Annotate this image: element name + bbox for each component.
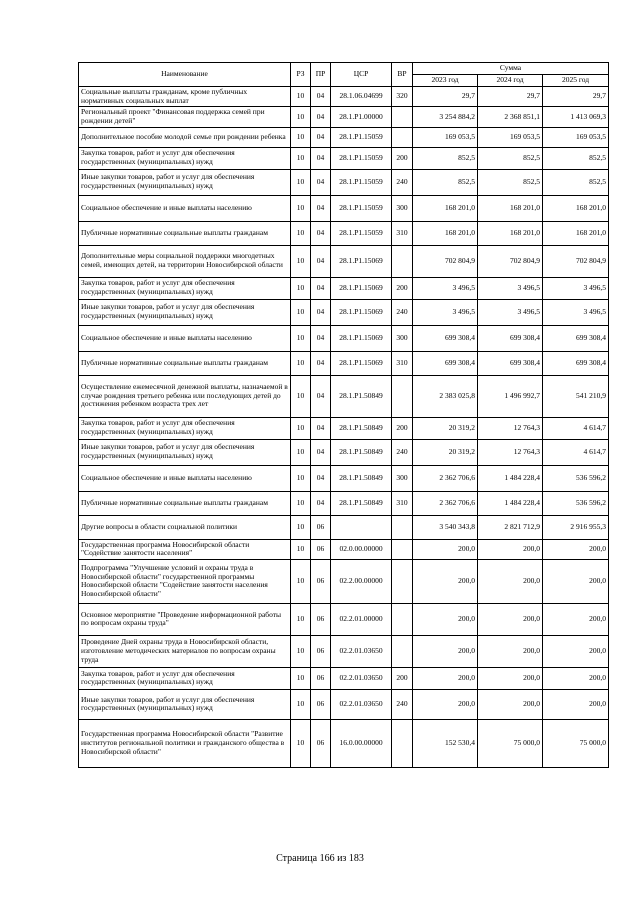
cell-name: Социальное обеспечение и иные выплаты населению [79,325,291,351]
cell-vr [392,559,413,603]
cell-pr: 06 [311,635,331,667]
table-row [79,147,609,169]
cell-csr: 28.1.P1.50849 [331,491,392,515]
cell-vr [392,245,413,277]
cell-2025: 2 916 955,3 [543,515,609,539]
table-row [79,221,609,245]
cell-pr: 04 [311,245,331,277]
cell-rz: 10 [291,491,311,515]
page-number: Страница 166 из 183 [276,853,364,864]
cell-2024: 1 484 228,4 [478,465,543,491]
table-row [79,719,609,767]
cell-name: Закупка товаров, работ и услуг для обеспечения государственных (муниципальных) нужд [79,417,291,439]
cell-2025: 200,0 [543,635,609,667]
cell-2023: 699 308,4 [413,325,478,351]
table-row [79,325,609,351]
header-sum: Сумма [413,63,609,75]
cell-vr [392,719,413,767]
table-row [79,667,609,689]
cell-2025: 852,5 [543,147,609,169]
cell-name: Государственная программа Новосибирской области "Содействие занятости населения" [79,539,291,559]
cell-2023: 168 201,0 [413,221,478,245]
cell-2023: 200,0 [413,667,478,689]
cell-2023: 20 319,2 [413,439,478,465]
cell-2023: 699 308,4 [413,351,478,375]
cell-csr: 02.0.00.00000 [331,539,392,559]
cell-vr: 310 [392,221,413,245]
cell-vr: 240 [392,299,413,325]
cell-2023: 20 319,2 [413,417,478,439]
cell-rz: 10 [291,127,311,147]
cell-rz: 10 [291,245,311,277]
cell-pr: 04 [311,325,331,351]
table-row [79,635,609,667]
cell-csr: 28.1.P1.15069 [331,299,392,325]
cell-rz: 10 [291,277,311,299]
cell-csr [331,515,392,539]
cell-2024: 75 000,0 [478,719,543,767]
table-row [79,299,609,325]
cell-2025: 168 201,0 [543,195,609,221]
cell-2025: 852,5 [543,169,609,195]
header-name: Наименование [79,63,291,87]
table-row [79,169,609,195]
table-row [79,417,609,439]
cell-2023: 702 804,9 [413,245,478,277]
cell-vr: 200 [392,277,413,299]
cell-2024: 1 496 992,7 [478,375,543,417]
cell-2024: 168 201,0 [478,221,543,245]
cell-rz: 10 [291,221,311,245]
cell-2025: 200,0 [543,667,609,689]
cell-csr: 02.2.01.03650 [331,667,392,689]
cell-pr: 06 [311,667,331,689]
cell-2024: 200,0 [478,635,543,667]
cell-name: Публичные нормативные социальные выплаты гражданам [79,491,291,515]
cell-vr [392,539,413,559]
cell-csr: 02.2.01.00000 [331,603,392,635]
cell-csr: 02.2.00.00000 [331,559,392,603]
cell-pr: 04 [311,147,331,169]
cell-2024: 200,0 [478,667,543,689]
cell-csr: 28.1.P1.15069 [331,277,392,299]
cell-2024: 699 308,4 [478,325,543,351]
cell-name: Дополнительное пособие молодой семье при рождении ребенка [79,127,291,147]
cell-pr: 04 [311,417,331,439]
cell-vr: 320 [392,87,413,107]
cell-vr: 300 [392,465,413,491]
cell-rz: 10 [291,417,311,439]
cell-csr: 28.1.06.04699 [331,87,392,107]
cell-2025: 3 496,5 [543,277,609,299]
cell-csr: 28.1.P1.15059 [331,195,392,221]
cell-pr: 06 [311,559,331,603]
table-row [79,107,609,127]
cell-pr: 04 [311,299,331,325]
cell-2025: 536 596,2 [543,491,609,515]
cell-2024: 12 764,3 [478,417,543,439]
table-row [79,127,609,147]
cell-vr: 200 [392,417,413,439]
table-row [79,491,609,515]
cell-csr: 28.1.P1.15059 [331,169,392,195]
cell-2024: 200,0 [478,539,543,559]
cell-pr: 04 [311,491,331,515]
cell-2025: 168 201,0 [543,221,609,245]
cell-2024: 2 368 851,1 [478,107,543,127]
table-row [79,87,609,107]
cell-pr: 04 [311,169,331,195]
cell-csr: 02.2.01.03650 [331,689,392,719]
cell-vr: 200 [392,147,413,169]
cell-2025: 169 053,5 [543,127,609,147]
cell-pr: 04 [311,375,331,417]
cell-pr: 04 [311,107,331,127]
cell-name: Публичные нормативные социальные выплаты гражданам [79,351,291,375]
cell-2023: 152 530,4 [413,719,478,767]
cell-rz: 10 [291,439,311,465]
cell-2025: 3 496,5 [543,299,609,325]
cell-vr [392,107,413,127]
table-row [79,245,609,277]
cell-name: Закупка товаров, работ и услуг для обеспечения государственных (муниципальных) нужд [79,147,291,169]
cell-name: Иные закупки товаров, работ и услуг для обеспечения государственных (муниципальных) нужд [79,299,291,325]
header-vr: ВР [392,63,413,87]
cell-csr: 28.1.P1.50849 [331,465,392,491]
cell-2023: 2 383 025,8 [413,375,478,417]
cell-2023: 2 362 706,6 [413,465,478,491]
cell-pr: 06 [311,539,331,559]
cell-rz: 10 [291,539,311,559]
cell-2024: 3 496,5 [478,299,543,325]
cell-rz: 10 [291,719,311,767]
cell-rz: 10 [291,635,311,667]
header-csr: ЦСР [331,63,392,87]
cell-2023: 3 496,5 [413,277,478,299]
cell-vr: 240 [392,169,413,195]
cell-csr: 28.1.P1.15059 [331,147,392,169]
cell-vr [392,515,413,539]
cell-name: Другие вопросы в области социальной политики [79,515,291,539]
cell-pr: 04 [311,351,331,375]
table-row [79,375,609,417]
cell-2023: 3 496,5 [413,299,478,325]
header-rz: РЗ [291,63,311,87]
cell-rz: 10 [291,515,311,539]
cell-vr [392,635,413,667]
cell-rz: 10 [291,375,311,417]
cell-name: Социальные выплаты гражданам, кроме публичных нормативных социальных выплат [79,87,291,107]
cell-pr: 04 [311,277,331,299]
cell-name: Региональный проект "Финансовая поддержка семей при рождении детей" [79,107,291,127]
cell-2023: 200,0 [413,689,478,719]
cell-pr: 06 [311,603,331,635]
cell-2025: 29,7 [543,87,609,107]
cell-2024: 29,7 [478,87,543,107]
cell-2023: 3 540 343,8 [413,515,478,539]
table-row [79,439,609,465]
table-row [79,515,609,539]
cell-vr: 300 [392,195,413,221]
cell-2024: 169 053,5 [478,127,543,147]
cell-2023: 200,0 [413,539,478,559]
cell-name: Социальное обеспечение и иные выплаты населению [79,195,291,221]
table-row [79,277,609,299]
cell-2024: 12 764,3 [478,439,543,465]
table-row [79,195,609,221]
table-body [79,87,609,768]
cell-csr: 28.1.P1.50849 [331,417,392,439]
cell-name: Иные закупки товаров, работ и услуг для обеспечения государственных (муниципальных) нужд [79,169,291,195]
cell-2025: 541 210,9 [543,375,609,417]
cell-rz: 10 [291,603,311,635]
cell-name: Иные закупки товаров, работ и услуг для обеспечения государственных (муниципальных) нужд [79,439,291,465]
cell-rz: 10 [291,325,311,351]
cell-name: Основное мероприятие "Проведение информационной работы по вопросам охраны труда" [79,603,291,635]
cell-2024: 2 821 712,9 [478,515,543,539]
cell-vr: 310 [392,351,413,375]
table-row [79,689,609,719]
cell-2024: 200,0 [478,559,543,603]
cell-2023: 852,5 [413,169,478,195]
table-row [79,539,609,559]
cell-2025: 200,0 [543,539,609,559]
cell-vr [392,127,413,147]
cell-pr: 06 [311,689,331,719]
cell-2023: 200,0 [413,603,478,635]
cell-2024: 200,0 [478,689,543,719]
cell-rz: 10 [291,147,311,169]
cell-name: Государственная программа Новосибирской области "Развитие институтов региональной политики и гражданского общества в Новосибирской области" [79,719,291,767]
cell-csr: 16.0.00.00000 [331,719,392,767]
cell-2023: 200,0 [413,559,478,603]
cell-2023: 3 254 884,2 [413,107,478,127]
cell-2025: 1 413 069,3 [543,107,609,127]
cell-pr: 04 [311,439,331,465]
cell-2023: 29,7 [413,87,478,107]
cell-name: Подпрограмма "Улучшение условий и охраны труда в Новосибирской области" государственной программы Новосибирской области "Содействие занятости населения Новосибирской области" [79,559,291,603]
cell-name: Закупка товаров, работ и услуг для обеспечения государственных (муниципальных) нужд [79,667,291,689]
header-year-2023: 2023 год [413,75,478,87]
cell-2024: 1 484 228,4 [478,491,543,515]
cell-csr: 28.1.P1.15069 [331,245,392,277]
cell-csr: 28.1.P1.50849 [331,375,392,417]
cell-pr: 04 [311,127,331,147]
cell-vr: 240 [392,689,413,719]
cell-2025: 75 000,0 [543,719,609,767]
table-row [79,559,609,603]
cell-pr: 06 [311,719,331,767]
cell-csr: 28.1.P1.00000 [331,107,392,127]
cell-vr: 300 [392,325,413,351]
cell-rz: 10 [291,195,311,221]
cell-2023: 168 201,0 [413,195,478,221]
cell-csr: 28.1.P1.15069 [331,351,392,375]
cell-vr [392,603,413,635]
cell-pr: 06 [311,515,331,539]
cell-2024: 200,0 [478,603,543,635]
table-row [79,603,609,635]
cell-name: Социальное обеспечение и иные выплаты населению [79,465,291,491]
cell-rz: 10 [291,169,311,195]
cell-2025: 4 614,7 [543,439,609,465]
cell-2024: 699 308,4 [478,351,543,375]
cell-2025: 200,0 [543,603,609,635]
cell-vr: 200 [392,667,413,689]
table-row [79,465,609,491]
cell-2023: 200,0 [413,635,478,667]
cell-2024: 702 804,9 [478,245,543,277]
cell-2023: 852,5 [413,147,478,169]
cell-2024: 3 496,5 [478,277,543,299]
cell-pr: 04 [311,87,331,107]
cell-vr: 310 [392,491,413,515]
cell-name: Иные закупки товаров, работ и услуг для обеспечения государственных (муниципальных) нужд [79,689,291,719]
cell-2025: 200,0 [543,559,609,603]
cell-csr: 02.2.01.03650 [331,635,392,667]
cell-pr: 04 [311,465,331,491]
cell-2025: 200,0 [543,689,609,719]
cell-2024: 852,5 [478,169,543,195]
cell-pr: 04 [311,221,331,245]
table-row [79,351,609,375]
cell-name: Закупка товаров, работ и услуг для обеспечения государственных (муниципальных) нужд [79,277,291,299]
cell-pr: 04 [311,195,331,221]
cell-vr: 240 [392,439,413,465]
cell-rz: 10 [291,689,311,719]
header-year-2024: 2024 год [478,75,543,87]
header-year-2025: 2025 год [543,75,609,87]
cell-2025: 699 308,4 [543,325,609,351]
cell-rz: 10 [291,299,311,325]
header-pr: ПР [311,63,331,87]
cell-rz: 10 [291,559,311,603]
cell-name: Публичные нормативные социальные выплаты гражданам [79,221,291,245]
cell-2025: 702 804,9 [543,245,609,277]
cell-csr: 28.1.P1.15059 [331,221,392,245]
cell-2024: 852,5 [478,147,543,169]
cell-rz: 10 [291,107,311,127]
cell-csr: 28.1.P1.15069 [331,325,392,351]
cell-2023: 2 362 706,6 [413,491,478,515]
cell-name: Дополнительные меры социальной поддержки многодетных семей, имеющих детей, на территории Новосибирской области [79,245,291,277]
cell-vr [392,375,413,417]
cell-rz: 10 [291,87,311,107]
cell-rz: 10 [291,465,311,491]
cell-2025: 536 596,2 [543,465,609,491]
cell-2024: 168 201,0 [478,195,543,221]
cell-rz: 10 [291,351,311,375]
cell-name: Осуществление ежемесячной денежной выплаты, назначаемой в случае рождения третьего ребенка или последующих детей до достижения ребенком возраста трех лет [79,375,291,417]
cell-2023: 169 053,5 [413,127,478,147]
cell-csr: 28.1.P1.15059 [331,127,392,147]
cell-rz: 10 [291,667,311,689]
cell-csr: 28.1.P1.50849 [331,439,392,465]
cell-name: Проведение Дней охраны труда в Новосибирской области, изготовление методических материалов по вопросам охраны труда [79,635,291,667]
cell-2025: 699 308,4 [543,351,609,375]
cell-2025: 4 614,7 [543,417,609,439]
budget-table [78,62,609,768]
